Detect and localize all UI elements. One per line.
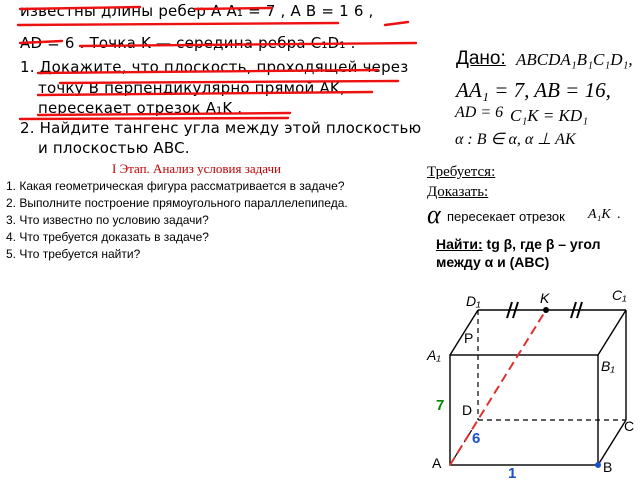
label-a1: A₁ — [427, 347, 441, 363]
find-label: Найти: — [436, 236, 483, 252]
alpha-symbol: α — [427, 200, 441, 229]
segment-period: . — [617, 207, 621, 222]
required-label: Требуется: — [427, 164, 496, 180]
label-p: P — [464, 330, 474, 346]
point-k — [543, 307, 549, 313]
task-line-4: точку B перпендикулярно прямой AK, — [38, 79, 345, 97]
find-text: tg β, где β – угол — [482, 236, 601, 252]
task-line-3: 1. Докажите, что плоскость, проходящей через — [20, 58, 409, 76]
given-ad: AD = 6 — [455, 104, 504, 121]
label-c1: C₁ — [612, 287, 627, 303]
label-b: B — [603, 459, 613, 475]
edge-b1c1 — [598, 310, 626, 355]
find-text-2: между α и (ABC) — [436, 254, 550, 270]
task-line-1: известны длины ребер A A₁ = 7 , A B = 1 6 , — [20, 2, 374, 20]
given-label: Дано: — [456, 48, 506, 69]
task-line-5: пересекает отрезок A₁K . — [38, 99, 243, 117]
segment-a1k: A₁K — [588, 207, 611, 222]
prove-label: Доказать: — [427, 184, 489, 200]
label-c: C — [624, 418, 635, 434]
stage-title: I Этап. Анализ условия задачи — [112, 161, 281, 176]
dimension-16: 1 — [508, 465, 517, 482]
front-face — [450, 355, 598, 465]
task-line-6: 2. Найдите тангенс угла между этой плоскостью — [20, 119, 422, 137]
given-plane: α : B ∈ α, α ⊥ AK — [455, 131, 576, 148]
task-line-2: AD = 6 . Точка K — середина ребра C₁D₁ . — [20, 34, 356, 52]
given-edges: AA₁ = 7, AB = 16, — [456, 78, 611, 102]
stage-question-4: 4. Что требуется доказать в задаче? — [6, 230, 209, 244]
given-figure: ABCDA₁B₁C₁D₁, — [516, 50, 633, 69]
label-b1: B₁ — [601, 358, 615, 374]
dimension-6: 6 — [472, 430, 481, 447]
red-underlines — [18, 7, 416, 119]
label-d: D — [462, 402, 473, 418]
prove-text: пересекает отрезок — [447, 209, 565, 224]
stage-question-3: 3. Что известно по условию задачи? — [6, 213, 209, 227]
label-k: K — [540, 290, 550, 306]
stage-question-2: 2. Выполните построение прямоугольного параллелепипеда. — [6, 196, 348, 210]
label-a: A — [432, 455, 442, 471]
given-k: C₁K = KD₁ — [510, 106, 589, 125]
point-b — [595, 462, 601, 468]
dimension-7: 7 — [436, 397, 445, 414]
task-line-7: и плоскостью ABC. — [38, 139, 190, 157]
label-d1: D₁ — [466, 293, 481, 309]
stage-question-1: 1. Какая геометрическая фигура рассматривается в задаче? — [6, 179, 345, 193]
stage-question-5: 5. Что требуется найти? — [6, 247, 141, 261]
